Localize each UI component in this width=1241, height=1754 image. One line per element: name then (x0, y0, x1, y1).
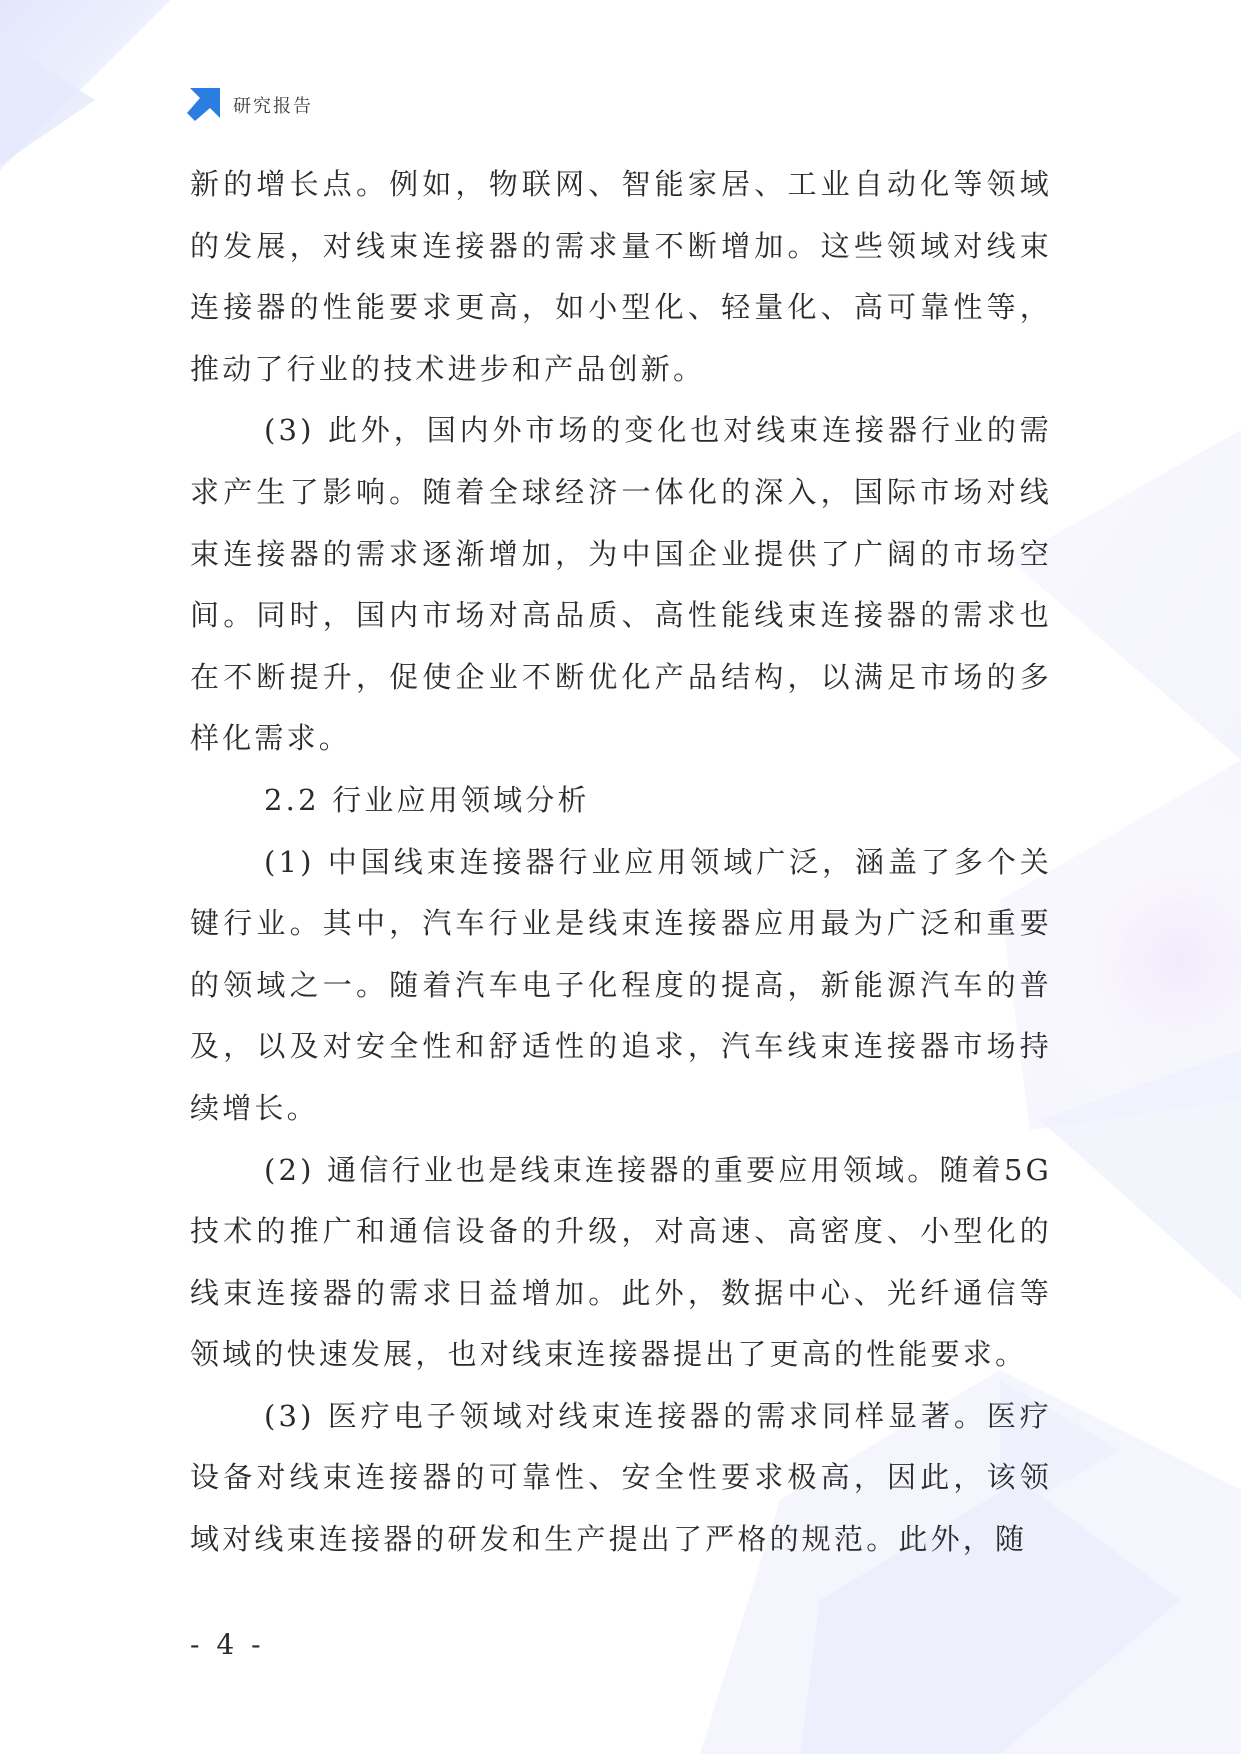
arrow-up-right-icon (187, 88, 220, 121)
paragraph: (2) 通信行业也是线束连接器的重要应用领域。随着5G技术的推广和通信设备的升级，对高速、高密度、小型化的线束连接器的需求日益增加。此外，数据中心、光纤通信等领域的快速发展，也对线束连接器提出了更高的性能要求。 (190, 1152, 1052, 1372)
header-title: 研究报告 (233, 95, 313, 117)
section-heading: 2.2 行业应用领域分析 (264, 782, 590, 817)
paragraph: (3) 医疗电子领域对线束连接器的需求同样显著。医疗设备对线束连接器的可靠性、安全性要求极高，因此，该领域对线束连接器的研发和生产提出了严格的规范。此外，随 (190, 1398, 1052, 1557)
page-number: - 4 - (190, 1628, 265, 1661)
document-body (190, 154, 1052, 1571)
paragraph: 新的增长点。例如，物联网、智能家居、工业自动化等领域的发展，对线束连接器的需求量不断增加。这些领域对线束连接器的性能要求更高，如小型化、轻量化、高可靠性等，推动了行业的技术进步和产品创新。 (190, 167, 1052, 386)
paragraph: (3) 此外，国内外市场的变化也对线束连接器行业的需求产生了影响。随着全球经济一体化的深入，国际市场对线束连接器的需求逐渐增加，为中国企业提供了广阔的市场空间。同时，国内市场对高品质、高性能线束连接器的需求也在不断提升，促使企业不断优化产品结构，以满足市场的多样化需求。 (190, 413, 1052, 756)
paragraph: (1) 中国线束连接器行业应用领域广泛，涵盖了多个关键行业。其中，汽车行业是线束连接器应用最为广泛和重要的领域之一。随着汽车电子化程度的提高，新能源汽车的普及，以及对安全性和舒适性的追求，汽车线束连接器市场持续增长。 (190, 844, 1052, 1125)
report-header (187, 88, 313, 121)
